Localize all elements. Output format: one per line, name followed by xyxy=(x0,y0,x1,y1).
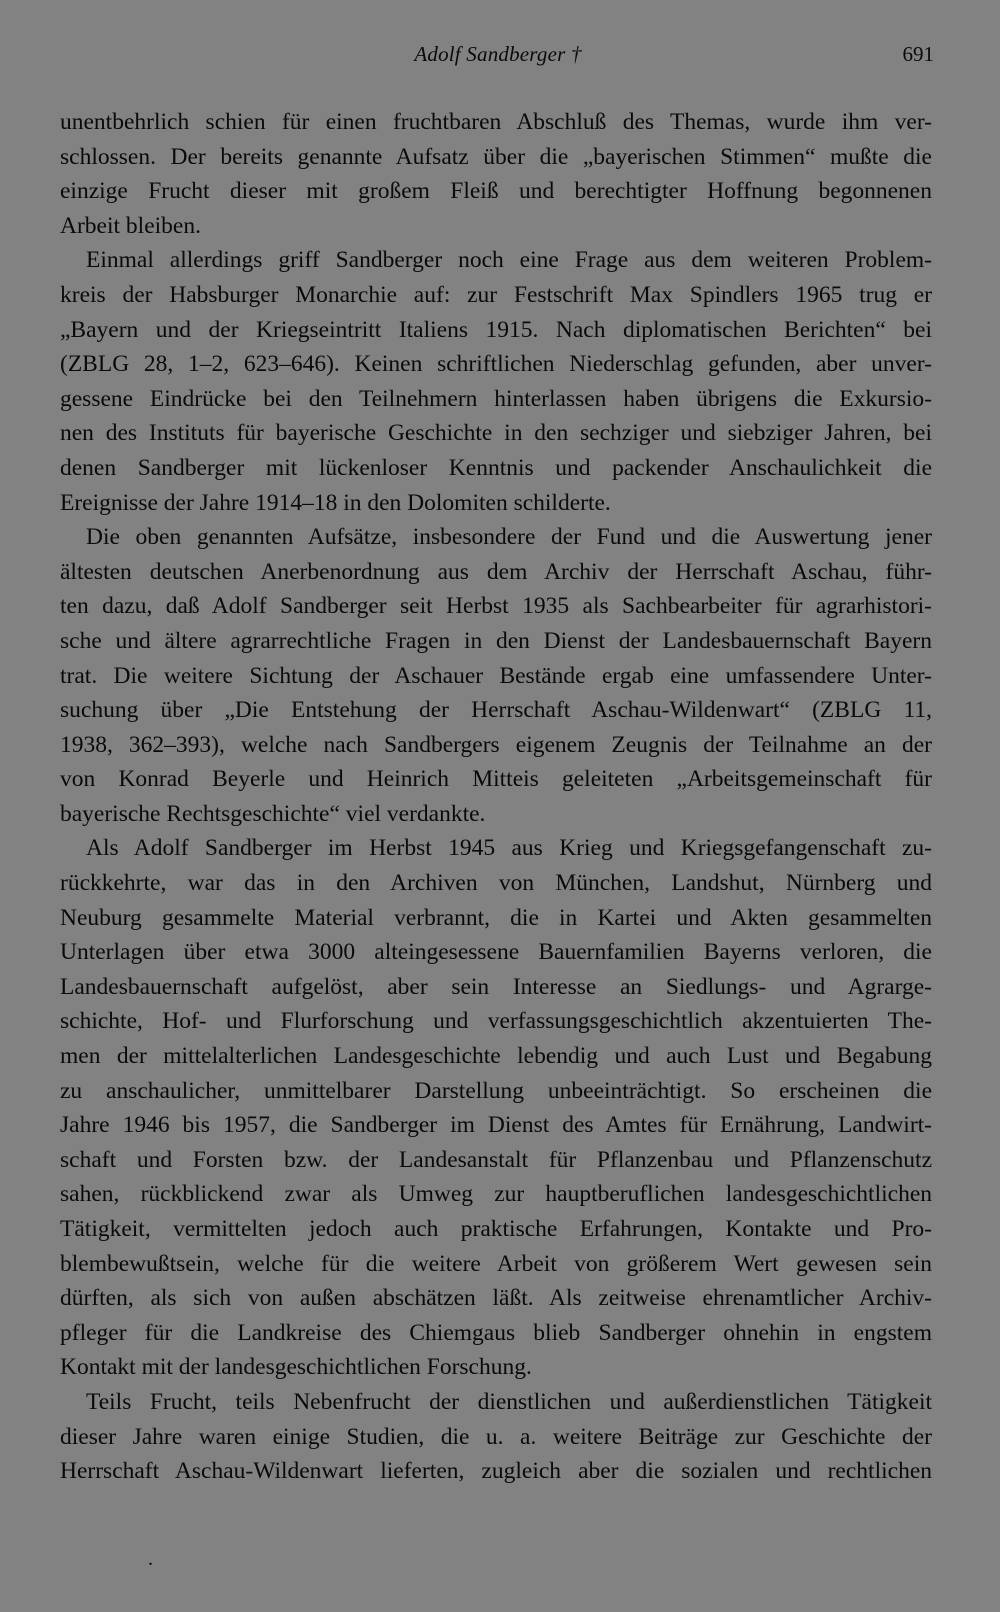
text-line: Jahre 1946 bis 1957, die Sandberger im Dienst des Amtes für Ernährung, Landwirt- xyxy=(60,1112,932,1139)
text-line: zu anschaulicher, unmittelbarer Darstellung unbeeinträchtigt. So erscheinen die xyxy=(60,1077,932,1104)
text-line: suchung über „Die Entstehung der Herrschaft Aschau-Wildenwart“ (ZBLG 11, xyxy=(60,697,932,724)
text-line: gessene Eindrücke bei den Teilnehmern hinterlassen haben übrigens die Exkursio- xyxy=(60,385,932,412)
text-line: dürften, als sich von außen abschätzen läßt. Als zeitweise ehrenamtlicher Archiv- xyxy=(60,1285,932,1312)
text-line: Teils Frucht, teils Nebenfrucht der dienstlichen und außerdienstlichen Tätigkeit xyxy=(86,1388,932,1415)
text-line: kreis der Habsburger Monarchie auf: zur Festschrift Max Spindlers 1965 trug er xyxy=(60,281,932,308)
text-line: schlossen. Der bereits genannte Aufsatz über die „bayerischen Stimmen“ mußte die xyxy=(60,143,932,170)
page-number: 691 xyxy=(902,42,934,66)
text-line: Arbeit bleiben. xyxy=(60,212,201,239)
text-line: Herrschaft Aschau-Wildenwart lieferten, zugleich aber die sozialen und rechtlichen xyxy=(60,1458,932,1485)
body-text xyxy=(60,105,932,1489)
text-line: Tätigkeit, vermittelten jedoch auch praktische Erfahrungen, Kontakte und Pro- xyxy=(60,1216,932,1242)
text-line: dieser Jahre waren einige Studien, die u. a. weitere Beiträge zur Geschichte der xyxy=(60,1423,932,1450)
running-title: Adolf Sandberger † xyxy=(414,42,582,66)
text-line: einzige Frucht dieser mit großem Fleiß und berechtigter Hoffnung begonnenen xyxy=(60,178,932,205)
text-line: (ZBLG 28, 1–2, 623–646). Keinen schriftlichen Niederschlag gefunden, aber unver- xyxy=(60,351,932,378)
paragraph xyxy=(60,105,932,243)
text-line: Landesbauernschaft aufgelöst, aber sein Interesse an Siedlungs- und Agrarge- xyxy=(60,973,932,1000)
text-line: Neuburg gesammelte Material verbrannt, die in Kartei und Akten gesammelten xyxy=(60,904,932,931)
text-line: sche und ältere agrarrechtliche Fragen in den Dienst der Landesbauernschaft Bayern xyxy=(60,627,932,654)
text-line: 1938, 362–393), welche nach Sandbergers eigenem Zeugnis der Teilnahme an der xyxy=(60,731,932,758)
text-line: schichte, Hof- und Flurforschung und verfassungsgeschichtlich akzentuierten The- xyxy=(60,1008,932,1035)
text-line: ältesten deutschen Anerbenordnung aus dem Archiv der Herrschaft Aschau, führ- xyxy=(60,558,932,585)
footer-mark: . xyxy=(148,1548,153,1570)
running-head xyxy=(62,42,934,72)
text-line: „Bayern und der Kriegseintritt Italiens 1915. Nach diplomatischen Berichten“ bei xyxy=(60,316,932,343)
text-line: unentbehrlich schien für einen fruchtbaren Abschluß des Themas, wurde ihm ver- xyxy=(60,109,932,135)
text-line: trat. Die weitere Sichtung der Aschauer Bestände ergab eine umfassendere Unter- xyxy=(60,662,932,689)
text-line: Einmal allerdings griff Sandberger noch eine Frage aus dem weiteren Problem- xyxy=(86,247,932,274)
text-line: nen des Instituts für bayerische Geschichte in den sechziger und siebziger Jahren, bei xyxy=(60,420,932,447)
text-line: rückkehrte, war das in den Archiven von München, Landshut, Nürnberg und xyxy=(60,870,932,897)
text-line: schaft und Forsten bzw. der Landesanstalt für Pflanzenbau und Pflanzenschutz xyxy=(60,1146,932,1173)
paragraph xyxy=(60,520,932,831)
text-line: Unterlagen über etwa 3000 alteingesessene Bauernfamilien Bayerns verloren, die xyxy=(60,939,932,966)
text-line: Ereignisse der Jahre 1914–18 in den Dolomiten schilderte. xyxy=(60,489,611,516)
text-line: Kontakt mit der landesgeschichtlichen Forschung. xyxy=(60,1354,532,1381)
paragraph xyxy=(60,243,932,520)
paragraph xyxy=(60,1385,932,1489)
text-line: Die oben genannten Aufsätze, insbesondere der Fund und die Auswertung jener xyxy=(86,524,932,551)
text-line: bayerische Rechtsgeschichte“ viel verdankte. xyxy=(60,800,486,827)
text-line: pfleger für die Landkreise des Chiemgaus blieb Sandberger ohnehin in engstem xyxy=(60,1319,932,1346)
text-line: ten dazu, daß Adolf Sandberger seit Herbst 1935 als Sachbearbeiter für agrarhistori- xyxy=(60,593,932,620)
paragraph xyxy=(60,831,932,1385)
text-line: denen Sandberger mit lückenloser Kenntnis und packender Anschaulichkeit die xyxy=(60,454,932,481)
text-line: Als Adolf Sandberger im Herbst 1945 aus Krieg und Kriegsgefangenschaft zu- xyxy=(86,835,932,862)
text-line: von Konrad Beyerle und Heinrich Mitteis geleiteten „Arbeitsgemeinschaft für xyxy=(60,766,932,793)
text-line: sahen, rückblickend zwar als Umweg zur hauptberuflichen landesgeschichtlichen xyxy=(60,1181,932,1208)
text-line: men der mittelalterlichen Landesgeschichte lebendig und auch Lust und Begabung xyxy=(60,1043,932,1070)
text-line: blembewußtsein, welche für die weitere Arbeit von größerem Wert gewesen sein xyxy=(60,1250,932,1277)
